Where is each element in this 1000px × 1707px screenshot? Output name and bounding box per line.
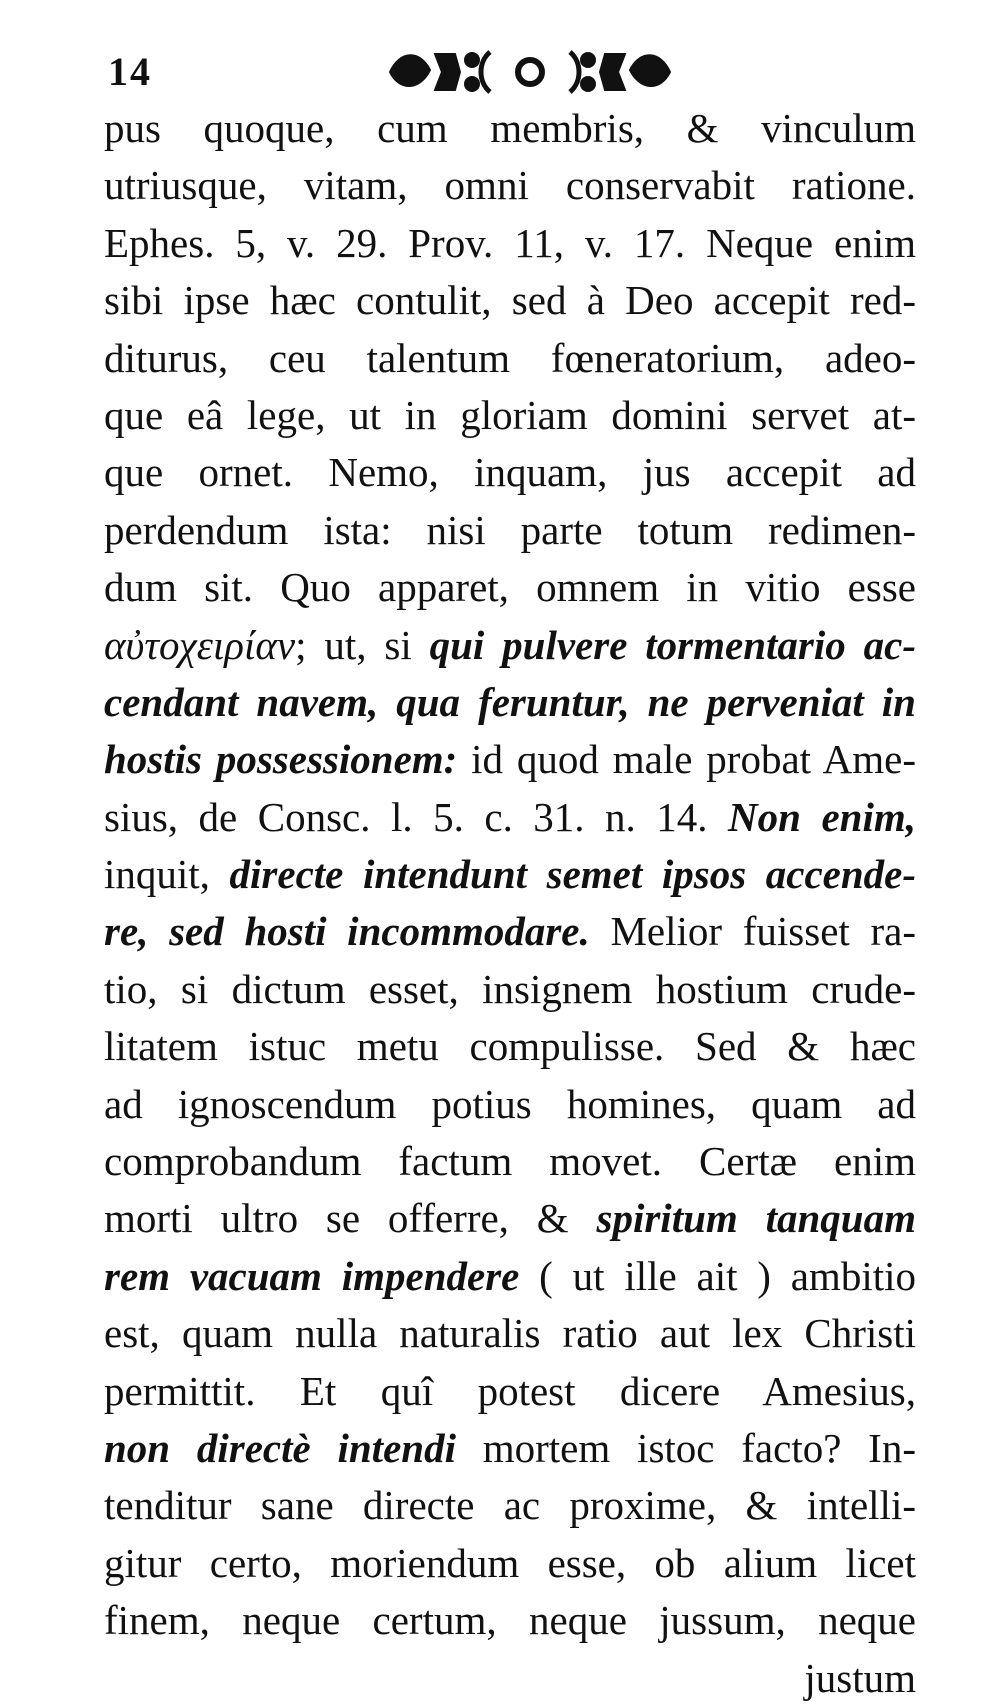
fleuron-ornament-icon — [380, 42, 680, 100]
italic-text: directe intendunt semet ipsos accende- — [229, 851, 916, 898]
roman-text: comprobandum factum movet. Certæ enim — [104, 1138, 916, 1185]
text-line — [104, 731, 916, 788]
italic-text: cendant navem, qua feruntur, ne perveniat in — [104, 678, 916, 725]
roman-text: sius, de Consc. l. 5. c. 31. n. 14. — [104, 793, 729, 840]
text-line — [104, 1305, 916, 1362]
roman-text: dum sit. Quo apparet, omnem in vitio esse — [104, 564, 916, 611]
text-line — [104, 330, 916, 387]
roman-text: permittit. Et quî potest dicere Amesius, — [104, 1367, 916, 1414]
text-line — [104, 961, 916, 1018]
roman-text: tenditur sane directe ac proxime, & intelli- — [104, 1482, 916, 1529]
roman-text: utriusque, vitam, omni conservabit ratione. — [104, 162, 916, 209]
roman-text: tio, si dictum esset, insignem hostium crude- — [104, 965, 916, 1012]
text-line — [104, 1190, 916, 1247]
text-line — [104, 617, 916, 674]
roman-text: justum — [804, 1654, 916, 1701]
text-line — [104, 1535, 916, 1592]
roman-text: diturus, ceu talentum fœneratorium, adeo- — [104, 334, 916, 381]
text-line — [104, 789, 916, 846]
italic-text: non directè intendi — [104, 1424, 456, 1471]
roman-text: ad ignoscendum potius homines, quam ad — [104, 1080, 916, 1127]
text-line — [104, 100, 916, 157]
italic-text: Non enim, — [728, 793, 916, 840]
roman-text: Melior fuisset ra- — [589, 908, 916, 955]
text-line — [104, 1133, 916, 1190]
text-line — [104, 444, 916, 501]
text-line — [104, 387, 916, 444]
text-line — [104, 157, 916, 214]
roman-text: litatem istuc metu compulisse. Sed & hæc — [104, 1023, 916, 1070]
roman-text: ( ut ille ait ) ambitio — [519, 1252, 916, 1299]
text-line — [104, 559, 916, 616]
text-line — [104, 1363, 916, 1420]
roman-text: pus quoque, cum membris, & vinculum — [104, 105, 916, 151]
roman-text: que eâ lege, ut in gloriam domini servet at- — [104, 391, 916, 438]
roman-text: finem, neque certum, neque jussum, neque — [104, 1597, 916, 1644]
italic-text: hostis possessionem: — [104, 736, 458, 783]
text-line — [104, 272, 916, 329]
greek-text: αὐτοχειρίαν — [104, 621, 296, 668]
text-line — [104, 1650, 916, 1707]
italic-text: rem vacuam impendere — [104, 1252, 520, 1299]
text-line — [104, 674, 916, 731]
page-header — [100, 40, 920, 104]
text-line — [104, 502, 916, 559]
text-line — [104, 1477, 916, 1534]
roman-text: id quod male probat Ame- — [457, 736, 916, 783]
text-line — [104, 1420, 916, 1477]
roman-text: morti ultro se offerre, & — [104, 1195, 597, 1242]
roman-text: ; ut, si — [295, 621, 430, 668]
roman-text: mortem istoc facto? In- — [455, 1424, 916, 1471]
page-number: 14 — [108, 49, 152, 94]
body-text — [104, 100, 916, 1707]
text-line — [104, 1076, 916, 1133]
text-line — [104, 1018, 916, 1075]
roman-text: sibi ipse hæc contulit, sed à Deo accepit red- — [104, 277, 916, 324]
roman-text: que ornet. Nemo, inquam, jus accepit ad — [104, 449, 916, 496]
italic-text: spiritum tanquam — [596, 1195, 916, 1242]
text-line — [104, 1592, 916, 1649]
roman-text: gitur certo, moriendum esse, ob alium licet — [104, 1539, 916, 1586]
text-line — [104, 903, 916, 960]
italic-text: qui pulvere tormentario ac- — [429, 621, 916, 668]
roman-text: perdendum ista: nisi parte totum redimen- — [104, 506, 916, 553]
italic-text: re, sed hosti incommodare. — [104, 908, 590, 955]
text-line — [104, 1248, 916, 1305]
text-line — [104, 215, 916, 272]
roman-text: Ephes. 5, v. 29. Prov. 11, v. 17. Neque enim — [104, 219, 916, 266]
roman-text: est, quam nulla naturalis ratio aut lex Christi — [104, 1310, 916, 1357]
text-line — [104, 846, 916, 903]
roman-text: inquit, — [104, 851, 230, 898]
